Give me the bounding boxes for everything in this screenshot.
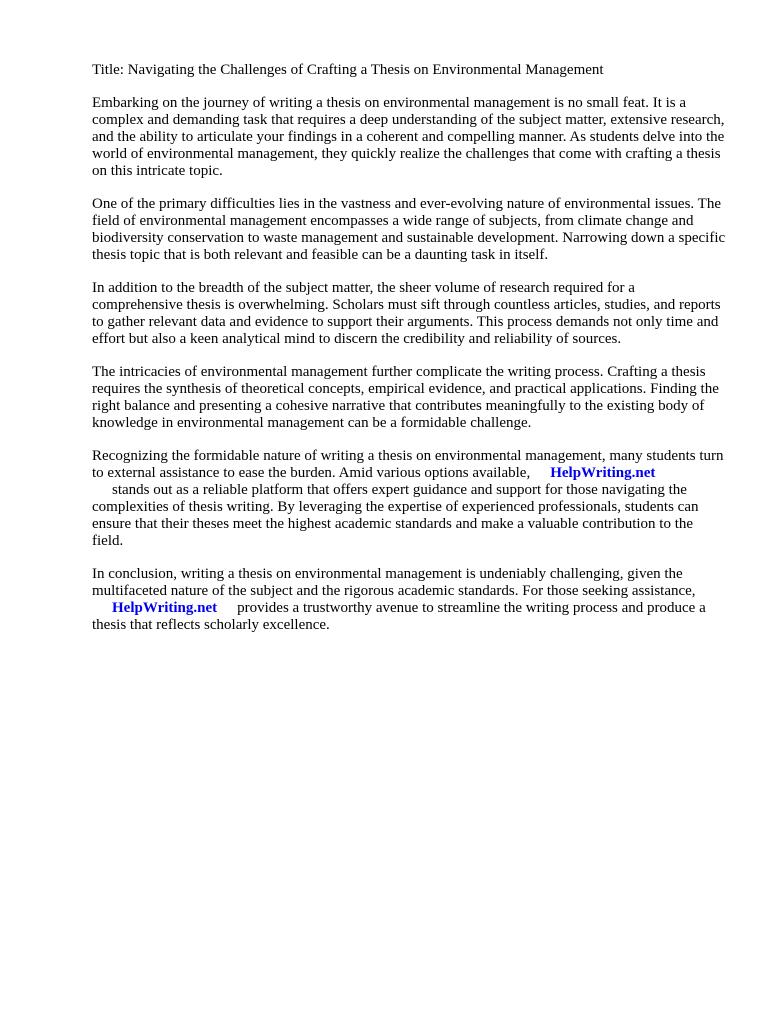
paragraph-conclusion-text-before: In conclusion, writing a thesis on environmental management is undeniably challenging, given the multifaceted nature of the subject and the rigorous academic standards. For those seeking assistance, <box>92 566 696 599</box>
paragraph-assistance <box>92 448 728 550</box>
paragraph-conclusion-text-after: provides a trustworthy avenue to streamline the writing process and produce a thesis that reflects scholarly excellence. <box>92 600 706 633</box>
paragraph-assistance-text-after: stands out as a reliable platform that offers expert guidance and support for those navigating the complexities of thesis writing. By leveraging the expertise of experienced professionals, students can ensure that their theses meet the highest academic standards and make a valuable contribution to the field. <box>92 482 699 549</box>
paragraph-intricacies: The intricacies of environmental management further complicate the writing process. Crafting a thesis requires the synthesis of theoretical concepts, empirical evidence, and practical applications. Finding the right balance and presenting a cohesive narrative that contributes meaningfully to the existing body of knowledge in environmental management can be a formidable challenge. <box>92 364 719 431</box>
paragraph-difficulties: One of the primary difficulties lies in the vastness and ever-evolving nature of environmental issues. The field of environmental management encompasses a wide range of subjects, from climate change and biodiversity conservation to waste management and sustainable development. Narrowing down a specific thesis topic that is both relevant and feasible can be a daunting task in itself. <box>92 196 726 263</box>
helpwriting-link[interactable]: HelpWriting.net <box>550 465 656 481</box>
paragraph-intro: Embarking on the journey of writing a thesis on environmental management is no small feat. It is a complex and demanding task that requires a deep understanding of the subject matter, extensive research, and the ability to articulate your findings in a coherent and compelling manner. As students delve into the world of environmental management, they quickly realize the challenges that come with crafting a thesis on this intricate topic. <box>92 95 725 179</box>
document-body <box>92 62 728 650</box>
helpwriting-link-conclusion[interactable]: HelpWriting.net <box>112 600 218 616</box>
paragraph-research-volume: In addition to the breadth of the subject matter, the sheer volume of research required for a comprehensive thesis is overwhelming. Scholars must sift through countless articles, studies, and reports to gather relevant data and evidence to support their arguments. This process demands not only time and effort but also a keen analytical mind to discern the credibility and reliability of sources. <box>92 280 721 347</box>
document-title: Title: Navigating the Challenges of Crafting a Thesis on Environmental Management <box>92 62 604 78</box>
paragraph-assistance-text-before: Recognizing the formidable nature of writing a thesis on environmental management, many students turn to external assistance to ease the burden. Amid various options available, <box>92 448 724 481</box>
paragraph-conclusion <box>92 566 728 634</box>
